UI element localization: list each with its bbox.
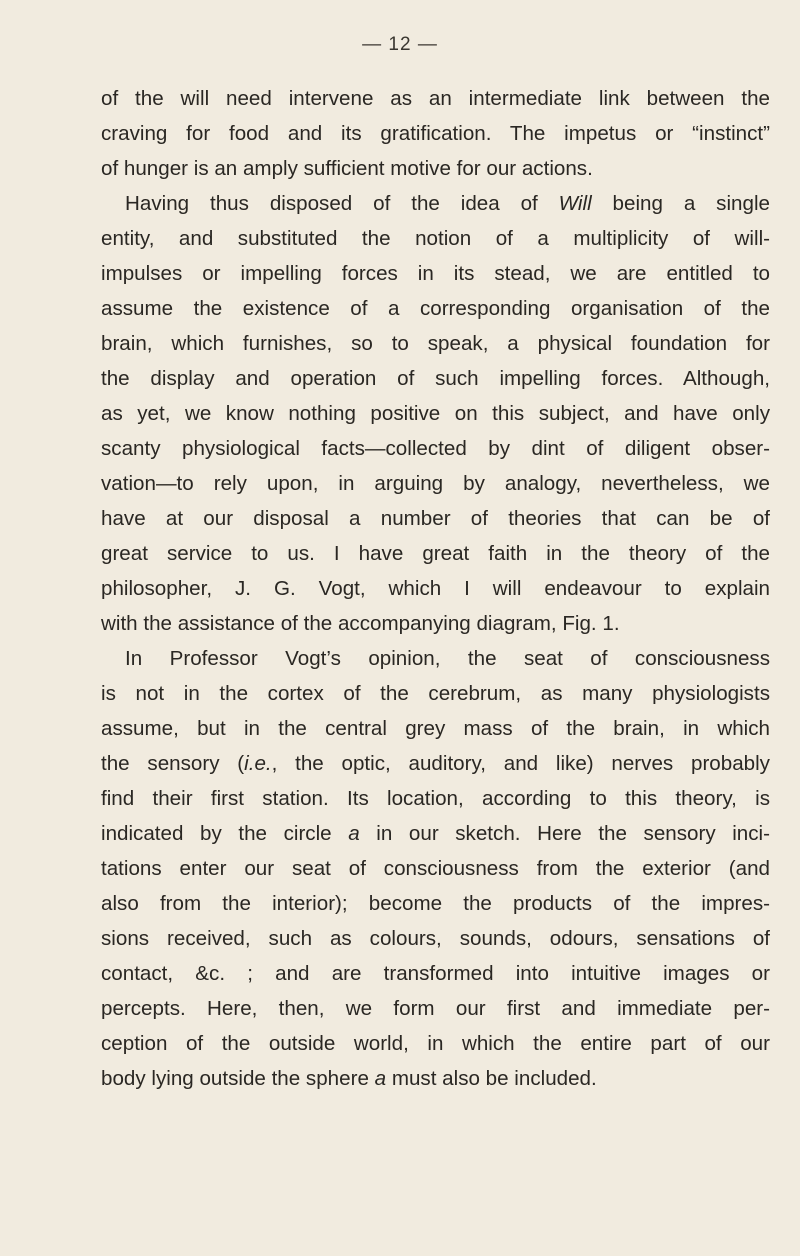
text-line: impulses or impelling forces in its stead, we are entitled to bbox=[101, 262, 770, 285]
text-line: vation—to rely upon, in arguing by analogy, nevertheless, we bbox=[101, 472, 770, 495]
page-number: — 12 — bbox=[362, 34, 438, 55]
paragraph-start-line: In Professor Vogt’s opinion, the seat of consciousness bbox=[125, 647, 770, 670]
text-line: brain, which furnishes, so to speak, a physical foundation for bbox=[101, 332, 770, 355]
text-line: assume the existence of a corresponding organisation of the bbox=[101, 297, 770, 320]
text-line: of hunger is an amply sufficient motive for our actions. bbox=[101, 157, 593, 180]
paragraph-start-line: Having thus disposed of the idea of Will being a single bbox=[125, 192, 770, 215]
text-line: philosopher, J. G. Vogt, which I will endeavour to explain bbox=[101, 577, 770, 600]
text-line: body lying outside the sphere a must also be included. bbox=[101, 1067, 597, 1090]
text-line: also from the interior); become the products of the impres- bbox=[101, 892, 770, 915]
text-line: great service to us. I have great faith in the theory of the bbox=[101, 542, 770, 565]
text-line: craving for food and its gratification. The impetus or “instinct” bbox=[101, 122, 770, 145]
text-line: indicated by the circle a in our sketch. Here the sensory inci- bbox=[101, 822, 770, 845]
text-line: scanty physiological facts—collected by dint of diligent obser- bbox=[101, 437, 770, 460]
text-line: with the assistance of the accompanying diagram, Fig. 1. bbox=[101, 612, 620, 635]
text-line: the sensory (i.e., the optic, auditory, and like) nerves probably bbox=[101, 752, 770, 775]
text-line: find their first station. Its location, according to this theory, is bbox=[101, 787, 770, 810]
text-line: percepts. Here, then, we form our first and immediate per- bbox=[101, 997, 770, 1020]
text-line: contact, &c. ; and are transformed into intuitive images or bbox=[101, 962, 770, 985]
text-line: as yet, we know nothing positive on this subject, and have only bbox=[101, 402, 770, 425]
text-line: entity, and substituted the notion of a multiplicity of will- bbox=[101, 227, 770, 250]
text-line: of the will need intervene as an intermediate link between the bbox=[101, 87, 770, 110]
text-line: have at our disposal a number of theories that can be of bbox=[101, 507, 770, 530]
text-line: sions received, such as colours, sounds, odours, sensations of bbox=[101, 927, 770, 950]
text-line: tations enter our seat of consciousness from the exterior (and bbox=[101, 857, 770, 880]
text-line: ception of the outside world, in which the entire part of our bbox=[101, 1032, 770, 1055]
text-line: the display and operation of such impelling forces. Although, bbox=[101, 367, 770, 390]
body-text bbox=[101, 81, 770, 1096]
text-line: assume, but in the central grey mass of the brain, in which bbox=[101, 717, 770, 740]
text-line: is not in the cortex of the cerebrum, as many physiologists bbox=[101, 682, 770, 705]
